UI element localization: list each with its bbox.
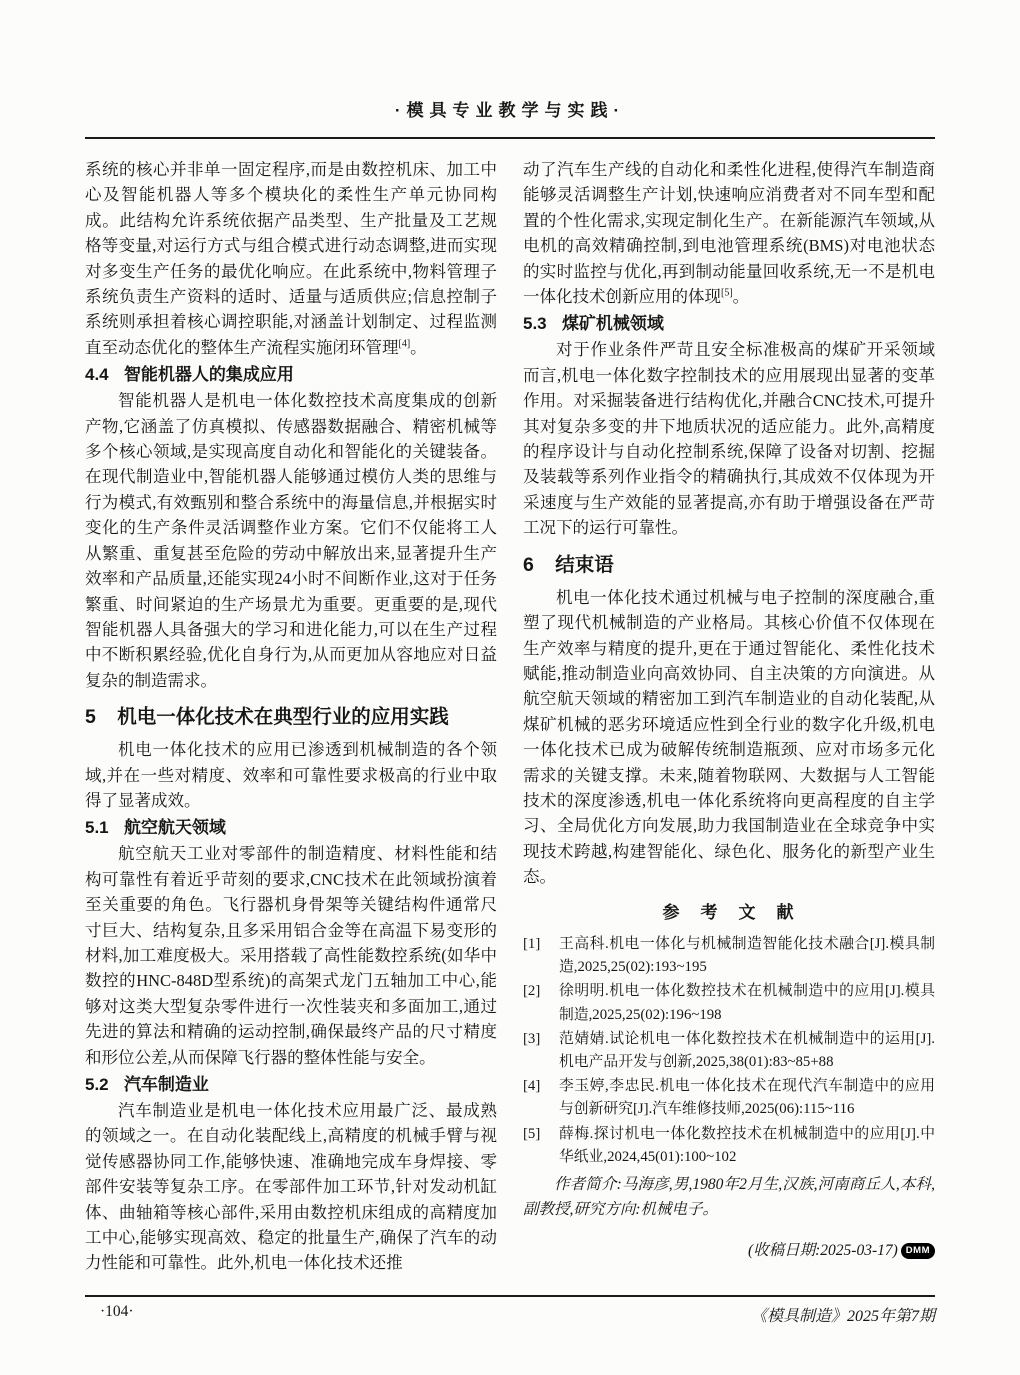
paragraph-text: 机电一体化技术通过机械与电子控制的深度融合,重塑了现代机械制造的产业格局。其核心价值不仅体现在生产效率与精度的提升,更在于通过智能化、柔性化技术赋能,推动制造业向高效协同、自主决策的方向演进。从航空航天领域的精密加工到汽车制造业的自动化装配,从煤矿机械的恶劣环境适应性到全行业的数字化升级,机电一体化技术已成为破解传统制造瓶颈、应对市场多元化需求的关键支撑。未来,随着物联网、大数据与人工智能技术的深度渗透,机电一体化系统将向更高程度的自主学习、全局优化方向发展,助力我国制造业在全球竞争中实现技术跨越,构建智能化、绿色化、服务化的新型产业生态。 (523, 587, 935, 887)
citation-superscript: [4] (398, 338, 411, 350)
paragraph (85, 841, 497, 1070)
footer-rule (85, 1295, 935, 1297)
references-heading: 参 考 文 献 (662, 902, 796, 922)
paragraph (85, 737, 497, 813)
journal-issue: 《模具制造》2025年第7期 (750, 1308, 935, 1325)
reference-item (523, 1123, 935, 1169)
reference-text: 王高科.机电一体化与机械制造智能化技术融合[J].模具制造,2025,25(02):193~195 (559, 935, 935, 976)
two-column-body (85, 157, 935, 1289)
section-title: 机电一体化技术在典型行业的应用实践 (117, 706, 449, 729)
reference-text: 薛梅.探讨机电一体化数控技术在机械制造中的应用[J].中华纸业,2024,45(01):100~102 (559, 1125, 935, 1165)
section-number: 5.2 (85, 1075, 109, 1094)
section-number: 6 (523, 553, 534, 576)
paragraph (523, 337, 935, 540)
section-heading-5.3 (523, 311, 935, 336)
reference-text: 徐明明.机电一体化数控技术在机械制造中的应用[J].模具制造,2025,25(02):196~198 (559, 983, 935, 1023)
reference-item (523, 980, 935, 1026)
section-number: 5.3 (523, 314, 547, 334)
paragraph-text-tail: 。 (732, 287, 750, 307)
reference-number: [2] (523, 983, 541, 1000)
right-column (523, 157, 935, 1289)
reference-item (523, 1028, 935, 1074)
section-heading-4.4 (85, 362, 497, 387)
header-rule (85, 137, 935, 139)
reference-item (523, 933, 935, 979)
section-title: 煤矿机械领域 (561, 314, 664, 334)
paragraph-text: 汽车制造业是机电一体化技术应用最广泛、最成熟的领域之一。在自动化装配线上,高精度的机械手臂与视觉传感器协同工作,能够快速、准确地完成车身焊接、零部件安装等复杂工序。在零部件加工环节,针对发动机缸体、曲轴箱等核心部件,采用由数控机床组成的高精度加工中心,能够实现高效、稳定的批量生产,确保了汽车的动力性能和可靠性。此外,机电一体化技术还推 (85, 1101, 497, 1273)
reference-number: [5] (523, 1125, 541, 1142)
section-title: 智能机器人的集成应用 (123, 365, 294, 385)
reference-number: [1] (523, 935, 541, 952)
reference-text: 李玉婷,李忠民.机电一体化技术在现代汽车制造中的应用与创新研究[J].汽车维修技师,2025(06):115~116 (559, 1078, 935, 1118)
paragraph (85, 388, 497, 693)
section-number: 5 (85, 706, 96, 729)
section-number: 5.1 (85, 818, 109, 838)
paragraph-text: 航空航天工业对零部件的制造精度、材料性能和结构可靠性有着近乎苛刻的要求,CNC技术在此领域扮演着至关重要的角色。飞行器机身骨架等关键结构件通常尺寸巨大、结构复杂,且多采用铝合金等在高温下易变形的材料,加工难度极大。采用搭载了高性能数控系统(如华中数控的HNC-848D型系统)的高架式龙门五轴加工中心,能够对这类大型复杂零件进行一次性装夹和多面加工,通过先进的算法和精确的运动控制,确保最终产品的尺寸精度和形位公差,从而保障飞行器的整体性能与安全。 (85, 844, 497, 1067)
section-title: 结束语 (555, 553, 614, 576)
paragraph-text: 系统的核心并非单一固定程序,而是由数控机床、加工中心及智能机器人等多个模块化的柔性生产单元协同构成。此结构允许系统依据产品类型、生产批量及工艺规格等变量,对运行方式与组合模式进行动态调整,进而实现对多变生产任务的最优化响应。在此系统中,物料管理子系统负责生产资料的适时、适量与适质供应;信息控制子系统则承担着核心调控职能,对涵盖计划制定、过程监测直至动态优化的整体生产流程实施闭环管理 (85, 160, 497, 357)
author-bio: 作者简介:马海彦,男,1980年2月生,汉族,河南商丘人,本科,副教授,研究方向:机械电子。 (523, 1176, 935, 1219)
paragraph (85, 1098, 497, 1276)
paragraph (523, 157, 935, 309)
reference-text: 范婧婧.试论机电一体化数控技术在机械制造中的运用[J].机电产品开发与创新,2025,38(01):83~85+88 (559, 1030, 935, 1070)
reference-number: [3] (523, 1030, 541, 1047)
section-title: 汽车制造业 (123, 1075, 209, 1094)
paragraph (85, 157, 497, 360)
column-header: ·模具专业教学与实践· (394, 101, 626, 120)
received-date-line (523, 1238, 935, 1263)
section-heading-5 (85, 704, 497, 731)
section-title: 航空航天领域 (123, 818, 226, 838)
section-number: 4.4 (85, 365, 109, 385)
page-number: ·104· (100, 1303, 134, 1320)
paragraph-text: 对于作业条件严苛且安全标准极高的煤矿开采领域而言,机电一体化数字控制技术的应用展现出显著的变革作用。对采掘装备进行结构优化,并融合CNC技术,可提升其对复杂多变的井下地质状况的适应能力。此外,高精度的程序设计与自动化控制系统,保障了设备对切割、挖掘及装载等系列作业指令的精确执行,其成效不仅体现为开采速度与生产效能的显著提高,亦有助于增强设备在严苛工况下的运行可靠性。 (523, 340, 935, 538)
left-column (85, 157, 497, 1289)
paragraph-text-tail: 。 (410, 337, 427, 357)
journal-logo-badge: DMM (901, 1243, 935, 1259)
section-heading-6 (523, 552, 935, 579)
reference-number: [4] (523, 1078, 541, 1095)
received-date: (收稿日期:2025-03-17) (747, 1242, 898, 1260)
paragraph-text: 智能机器人是机电一体化数控技术高度集成的创新产物,它涵盖了仿真模拟、传感器数据融合、精密机械等多个核心领域,是实现高度自动化和智能化的关键装备。在现代制造业中,智能机器人能够通过模仿人类的思维与行为模式,有效甄别和整合系统中的海量信息,并根据实时变化的生产条件灵活调整作业方案。它们不仅能将工人从繁重、重复甚至危险的劳动中解放出来,显著提升生产效率和产品质量,还能实现24小时不间断作业,这对于任务繁重、时间紧迫的生产场景尤为重要。更重要的是,现代智能机器人具备强大的学习和进化能力,可以在生产过程中不断积累经验,优化自身行为,从而更加从容地应对日益复杂的制造需求。 (85, 391, 497, 690)
paragraph (523, 585, 935, 890)
section-heading-5.1 (85, 815, 497, 840)
section-heading-5.2 (85, 1072, 497, 1097)
citation-superscript: [5] (721, 287, 733, 299)
reference-item (523, 1075, 935, 1121)
paragraph-text: 机电一体化技术的应用已渗透到机械制造的各个领域,并在一些对精度、效率和可靠性要求极高的行业中取得了显著成效。 (85, 740, 497, 810)
paragraph-text: 动了汽车生产线的自动化和柔性化进程,使得汽车制造商能够灵活调整生产计划,快速响应消费者对不同车型和配置的个性化需求,实现定制化生产。在新能源汽车领域,从电机的高效精确控制,到电池管理系统(BMS)对电池状态的实时监控与优化,再到制动能量回收系统,无一不是机电一体化技术创新应用的体现 (523, 160, 935, 307)
